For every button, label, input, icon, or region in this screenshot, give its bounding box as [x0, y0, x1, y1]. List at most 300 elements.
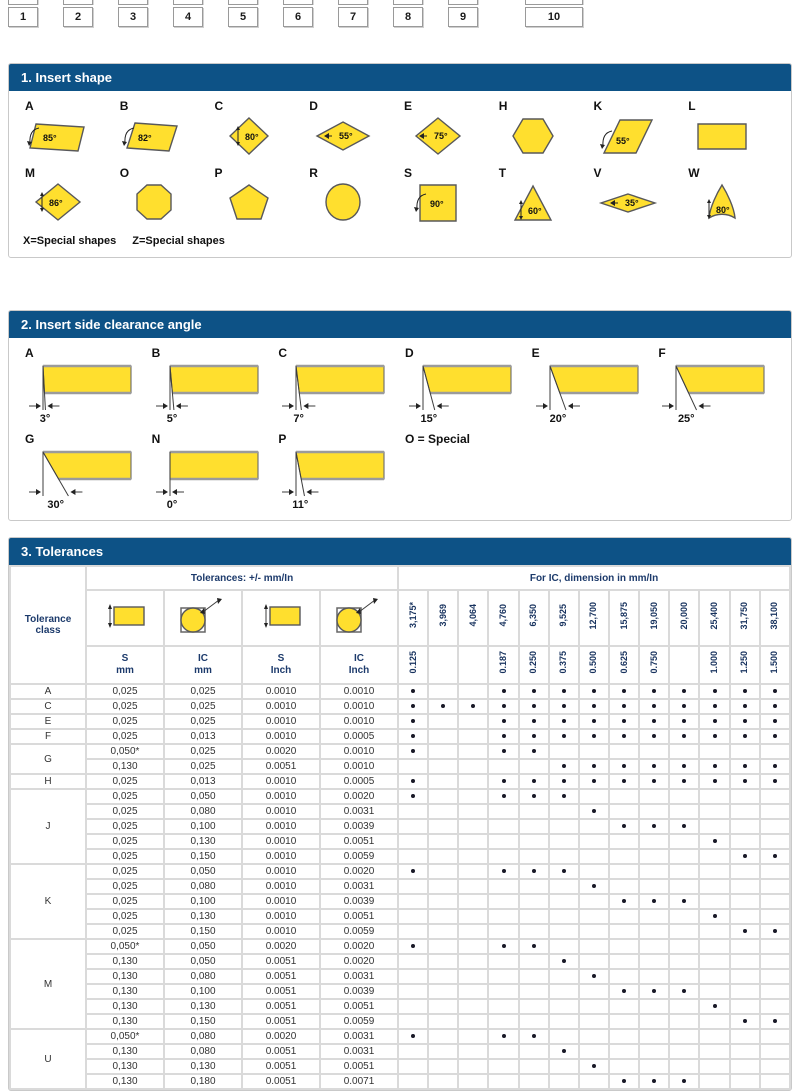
rectangle-shape-icon [688, 114, 756, 160]
tolerance-value-cell: 0,080 [164, 879, 242, 894]
tolerance-value-cell: 0,025 [86, 849, 164, 864]
tolerance-row [10, 954, 790, 969]
dot-marker [743, 719, 747, 723]
dot-cell [609, 1029, 639, 1044]
tolerance-value-cell: 0.0010 [242, 924, 320, 939]
ic-mm-label: 25,400 [709, 601, 719, 630]
dot-cell [398, 894, 428, 909]
dot-cell [639, 744, 669, 759]
dot-marker [743, 854, 747, 858]
dot-cell [730, 909, 760, 924]
dot-marker [743, 764, 747, 768]
dot-cell [398, 834, 428, 849]
ic-mm-header-cell [699, 590, 729, 646]
dot-cell [760, 789, 790, 804]
dot-cell [699, 864, 729, 879]
tolerance-value-cell: 0.0010 [242, 789, 320, 804]
clearance-B [150, 346, 277, 428]
diamond86-shape-icon [25, 181, 93, 227]
dot-cell [760, 804, 790, 819]
dot-marker [502, 1034, 506, 1038]
dot-cell [398, 789, 428, 804]
tolerance-value-cell: 0.0010 [320, 684, 398, 699]
tolerance-value-cell: 0.0020 [242, 1029, 320, 1044]
dot-cell [488, 1014, 518, 1029]
dot-marker [682, 779, 686, 783]
tolerance-value-cell: 0,025 [164, 699, 242, 714]
dot-cell [458, 999, 488, 1014]
dot-cell [699, 894, 729, 909]
clearance-shape-icon [25, 446, 145, 512]
tolerance-value-cell: 0.0051 [320, 999, 398, 1014]
tolerance-row [10, 984, 790, 999]
dot-cell [760, 744, 790, 759]
dot-cell [488, 864, 518, 879]
dot-cell [458, 834, 488, 849]
dot-cell [639, 984, 669, 999]
ic-inch-header-cell [519, 646, 549, 684]
clearance-P [276, 432, 403, 514]
dot-marker [532, 794, 536, 798]
ic-inch-header-cell [699, 646, 729, 684]
dot-cell [760, 1014, 790, 1029]
dot-marker [622, 764, 626, 768]
dot-marker [743, 734, 747, 738]
dot-marker [411, 869, 415, 873]
clearance-G [23, 432, 150, 514]
dot-marker [652, 704, 656, 708]
dot-marker [532, 689, 536, 693]
dot-cell [398, 774, 428, 789]
clearance-letter: A [25, 346, 34, 360]
dot-cell [639, 924, 669, 939]
dot-cell [428, 834, 458, 849]
position-box-10 [525, 0, 583, 27]
ic-mm-header-cell [579, 590, 609, 646]
dot-cell [609, 1044, 639, 1059]
tolerance-value-cell: 0,025 [164, 684, 242, 699]
dot-cell [458, 1044, 488, 1059]
dot-cell [699, 789, 729, 804]
dot-cell [579, 789, 609, 804]
dot-cell [699, 969, 729, 984]
dot-cell [549, 984, 579, 999]
dot-marker [652, 824, 656, 828]
insert-shape-V [592, 166, 687, 233]
value-col-symbol: IC [354, 652, 365, 664]
dot-cell [699, 879, 729, 894]
shape-angle-label: 75° [434, 131, 448, 141]
tolerance-row [10, 819, 790, 834]
insert-shape-H [497, 99, 592, 166]
tolerance-value-cell: 0,025 [86, 834, 164, 849]
dot-cell [519, 1044, 549, 1059]
dot-cell [519, 1059, 549, 1074]
dot-cell [639, 894, 669, 909]
dot-cell [549, 699, 579, 714]
dot-cell [458, 894, 488, 909]
tolerance-value-cell: 0,025 [86, 879, 164, 894]
tolerance-value-cell: 0.0051 [242, 1059, 320, 1074]
dot-marker [592, 734, 596, 738]
clearance-E [530, 346, 657, 428]
dot-cell [398, 864, 428, 879]
dot-cell [669, 864, 699, 879]
shape-angle-label: 90° [430, 199, 444, 209]
dot-marker [652, 989, 656, 993]
shape-angle-label: 55° [615, 136, 630, 146]
triangle-shape-icon [499, 181, 567, 227]
dot-cell [398, 684, 428, 699]
tolerance-class: F [10, 729, 86, 744]
tolerance-value-cell: 0,130 [164, 999, 242, 1014]
dot-cell [579, 984, 609, 999]
tolerance-value-cell: 0,050 [164, 954, 242, 969]
position-box-top [173, 0, 203, 5]
tolerance-value-cell: 0,080 [164, 804, 242, 819]
dot-cell [488, 939, 518, 954]
shape-angle-label: 80° [716, 205, 730, 215]
position-number: 2 [63, 7, 93, 27]
clearance-letter: N [151, 432, 161, 446]
tolerance-value-cell: 0,150 [164, 849, 242, 864]
ic-group-header: For IC, dimension in mm/In [398, 566, 790, 590]
dot-cell [699, 759, 729, 774]
dot-marker [622, 824, 626, 828]
dot-cell [579, 864, 609, 879]
dot-cell [458, 924, 488, 939]
dot-cell [609, 834, 639, 849]
dot-marker [622, 704, 626, 708]
dot-cell [549, 729, 579, 744]
position-box-top [8, 0, 38, 5]
tolerance-value-cell: 0,180 [164, 1074, 242, 1089]
dot-cell [639, 759, 669, 774]
dot-cell [488, 849, 518, 864]
dot-cell [730, 864, 760, 879]
dot-cell [609, 804, 639, 819]
ic-mm-label: 3,175* [407, 602, 418, 629]
dot-cell [398, 984, 428, 999]
insert-shape-D [307, 99, 402, 166]
dot-cell [398, 744, 428, 759]
dot-cell [699, 1074, 729, 1089]
tolerance-class: H [10, 774, 86, 789]
dot-cell [488, 924, 518, 939]
dot-cell [488, 1074, 518, 1089]
dot-cell [458, 984, 488, 999]
dot-cell [730, 834, 760, 849]
dot-cell [549, 1074, 579, 1089]
dot-cell [398, 1059, 428, 1074]
dot-cell [760, 894, 790, 909]
s-thickness-icon [258, 601, 304, 631]
section-title-clearance: 2. Insert side clearance angle [9, 311, 791, 338]
tolerance-value-cell: 0,130 [86, 1014, 164, 1029]
section-insert-shape [8, 63, 792, 258]
clearance-F [656, 346, 783, 428]
clearance-letter: G [25, 432, 35, 446]
dot-cell [609, 684, 639, 699]
tolerance-row [10, 699, 790, 714]
dot-cell [488, 804, 518, 819]
insert-shape-K [592, 99, 687, 166]
clearance-letter: P [278, 432, 287, 446]
insert-shape-M [23, 166, 118, 233]
tolerance-value-cell: 0,130 [86, 999, 164, 1014]
dot-cell [639, 684, 669, 699]
dot-cell [579, 909, 609, 924]
dot-cell [488, 909, 518, 924]
dot-marker [411, 749, 415, 753]
position-box-7 [338, 0, 368, 27]
dot-cell [549, 879, 579, 894]
dot-cell [488, 699, 518, 714]
clearance-grid [9, 338, 791, 520]
dot-cell [519, 804, 549, 819]
dot-cell [730, 819, 760, 834]
tolerance-value-cell: 0,130 [164, 1059, 242, 1074]
dot-marker [592, 809, 596, 813]
tolerance-value-cell: 0.0010 [242, 909, 320, 924]
clearance-shape-icon [25, 360, 145, 426]
dot-cell [428, 999, 458, 1014]
dot-cell [519, 1014, 549, 1029]
dot-cell [699, 1029, 729, 1044]
dot-marker [773, 689, 777, 693]
s-thickness-icon-cell [86, 590, 164, 646]
tolerance-value-cell: 0.0005 [320, 774, 398, 789]
position-number: 7 [338, 7, 368, 27]
dot-cell [579, 1044, 609, 1059]
dot-marker [592, 704, 596, 708]
dot-cell [730, 1059, 760, 1074]
tolerance-value-cell: 0,025 [86, 774, 164, 789]
ic-diameter-icon [177, 598, 229, 634]
tolerance-value-cell: 0,050* [86, 744, 164, 759]
dot-cell [579, 1014, 609, 1029]
dot-cell [428, 879, 458, 894]
ic-inch-label: 0.125 [407, 651, 418, 675]
dot-cell [669, 849, 699, 864]
ic-mm-header-cell [669, 590, 699, 646]
square-shape-icon [404, 181, 472, 227]
dot-cell [488, 894, 518, 909]
value-col-symbol: S [277, 652, 285, 664]
dot-cell [730, 774, 760, 789]
tolerance-row [10, 1029, 790, 1044]
shape-letter: S [404, 166, 413, 180]
tolerance-value-cell: 0.0051 [242, 969, 320, 984]
position-number: 10 [525, 7, 583, 27]
tolerance-value-cell: 0.0051 [320, 909, 398, 924]
dot-cell [730, 999, 760, 1014]
dot-marker [773, 1019, 777, 1023]
dot-cell [549, 774, 579, 789]
dot-cell [549, 759, 579, 774]
clearance-angle-label: 20° [549, 413, 566, 425]
dot-cell [730, 879, 760, 894]
dot-cell [699, 999, 729, 1014]
dot-cell [730, 759, 760, 774]
dot-cell [669, 729, 699, 744]
dot-cell [609, 1074, 639, 1089]
ic-mm-header-cell [488, 590, 518, 646]
insert-shape-L [686, 99, 781, 166]
dot-cell [639, 774, 669, 789]
tolerance-value-cell: 0.0020 [320, 789, 398, 804]
tolerance-value-cell: 0.0051 [242, 1074, 320, 1089]
ic-diameter-icon-cell [320, 590, 398, 646]
shape-angle-label: 35° [624, 198, 639, 208]
dot-cell [699, 699, 729, 714]
ic-mm-label: 9,525 [558, 604, 569, 627]
dot-marker [502, 944, 506, 948]
value-col-unit: mm [194, 665, 212, 676]
octagon-shape-icon [120, 181, 188, 227]
dot-cell [579, 1074, 609, 1089]
shape-letter: W [688, 166, 700, 180]
tolerance-value-cell: 0,025 [164, 714, 242, 729]
tolerance-value-cell: 0,080 [164, 1044, 242, 1059]
dot-cell [398, 699, 428, 714]
diamond35-shape-icon [594, 181, 662, 227]
dot-cell [398, 714, 428, 729]
dot-marker [532, 719, 536, 723]
dot-cell [519, 924, 549, 939]
shape-letter: E [404, 99, 413, 113]
ic-inch-header-cell [398, 646, 428, 684]
tolerance-row [10, 849, 790, 864]
dot-cell [398, 804, 428, 819]
shape-letter: H [498, 99, 508, 113]
ic-diameter-icon [333, 598, 385, 634]
tolerance-value-cell: 0.0020 [320, 864, 398, 879]
tolerance-value-cell: 0,080 [164, 1029, 242, 1044]
dot-cell [609, 699, 639, 714]
dot-cell [458, 744, 488, 759]
dot-cell [428, 1059, 458, 1074]
dot-cell [488, 789, 518, 804]
tolerance-value-cell: 0,130 [86, 759, 164, 774]
ic-inch-label: 0.625 [618, 651, 629, 675]
dot-cell [669, 834, 699, 849]
shape-angle-label: 85° [43, 133, 57, 143]
position-box-top [448, 0, 478, 5]
clearance-angle-label: 0° [166, 499, 177, 511]
dot-cell [760, 939, 790, 954]
position-box-5 [228, 0, 258, 27]
position-box-2 [63, 0, 93, 27]
shape-letter: L [688, 99, 696, 113]
dot-marker [652, 719, 656, 723]
dot-cell [519, 849, 549, 864]
dot-cell [428, 1029, 458, 1044]
note-x-special: X=Special shapes [23, 235, 117, 247]
clearance-letter: B [151, 346, 161, 360]
dot-cell [428, 1014, 458, 1029]
dot-cell [398, 909, 428, 924]
dot-cell [579, 1059, 609, 1074]
dot-marker [562, 779, 566, 783]
dot-cell [519, 699, 549, 714]
value-col-label [320, 646, 398, 684]
dot-cell [669, 744, 699, 759]
dot-cell [428, 819, 458, 834]
dot-cell [639, 789, 669, 804]
dot-cell [458, 1074, 488, 1089]
tolerance-value-cell: 0.0010 [320, 699, 398, 714]
dot-cell [669, 1074, 699, 1089]
dot-cell [549, 849, 579, 864]
dot-cell [669, 939, 699, 954]
tolerance-value-cell: 0.0010 [320, 714, 398, 729]
dot-cell [669, 774, 699, 789]
dot-cell [730, 954, 760, 969]
dot-marker [652, 734, 656, 738]
ic-inch-header-cell [760, 646, 790, 684]
tolerance-value-cell: 0.0039 [320, 984, 398, 999]
clearance-angle-label: 15° [420, 413, 438, 425]
tolerance-value-cell: 0.0071 [320, 1074, 398, 1089]
tolerance-value-cell: 0,025 [86, 924, 164, 939]
dot-marker [411, 1034, 415, 1038]
dot-marker [592, 689, 596, 693]
dot-cell [639, 804, 669, 819]
tolerance-value-cell: 0.0020 [320, 954, 398, 969]
ic-inch-header-cell [549, 646, 579, 684]
dot-cell [639, 819, 669, 834]
dot-cell [609, 1059, 639, 1074]
dot-cell [579, 954, 609, 969]
para85-shape-icon [25, 114, 93, 160]
dot-cell [488, 999, 518, 1014]
dot-cell [730, 1029, 760, 1044]
dot-cell [488, 1044, 518, 1059]
ic-mm-header-cell [639, 590, 669, 646]
ic-inch-header-cell [639, 646, 669, 684]
dot-cell [669, 924, 699, 939]
tolerance-class: A [10, 684, 86, 699]
dot-cell [519, 879, 549, 894]
shape-letter: M [25, 166, 35, 180]
dot-cell [519, 834, 549, 849]
tolerance-value-cell: 0.0051 [242, 759, 320, 774]
dot-cell [458, 909, 488, 924]
dot-cell [398, 939, 428, 954]
ic-inch-label: 0.500 [588, 651, 599, 675]
position-box-9 [448, 0, 478, 27]
dot-cell [428, 984, 458, 999]
dot-cell [398, 1044, 428, 1059]
dot-cell [428, 714, 458, 729]
ic-mm-label: 38,100 [769, 601, 780, 630]
dot-cell [549, 969, 579, 984]
dot-cell [639, 714, 669, 729]
dot-cell [549, 1029, 579, 1044]
tolerance-value-cell: 0.0031 [320, 804, 398, 819]
tolerance-value-cell: 0,025 [86, 729, 164, 744]
dot-cell [519, 894, 549, 909]
tolerance-value-cell: 0,013 [164, 774, 242, 789]
dot-cell [428, 1044, 458, 1059]
dot-marker [713, 914, 717, 918]
dot-cell [398, 999, 428, 1014]
dot-cell [609, 729, 639, 744]
ic-mm-label: 31,750 [739, 601, 750, 630]
tolerance-class: G [10, 744, 86, 774]
dot-marker [682, 734, 686, 738]
